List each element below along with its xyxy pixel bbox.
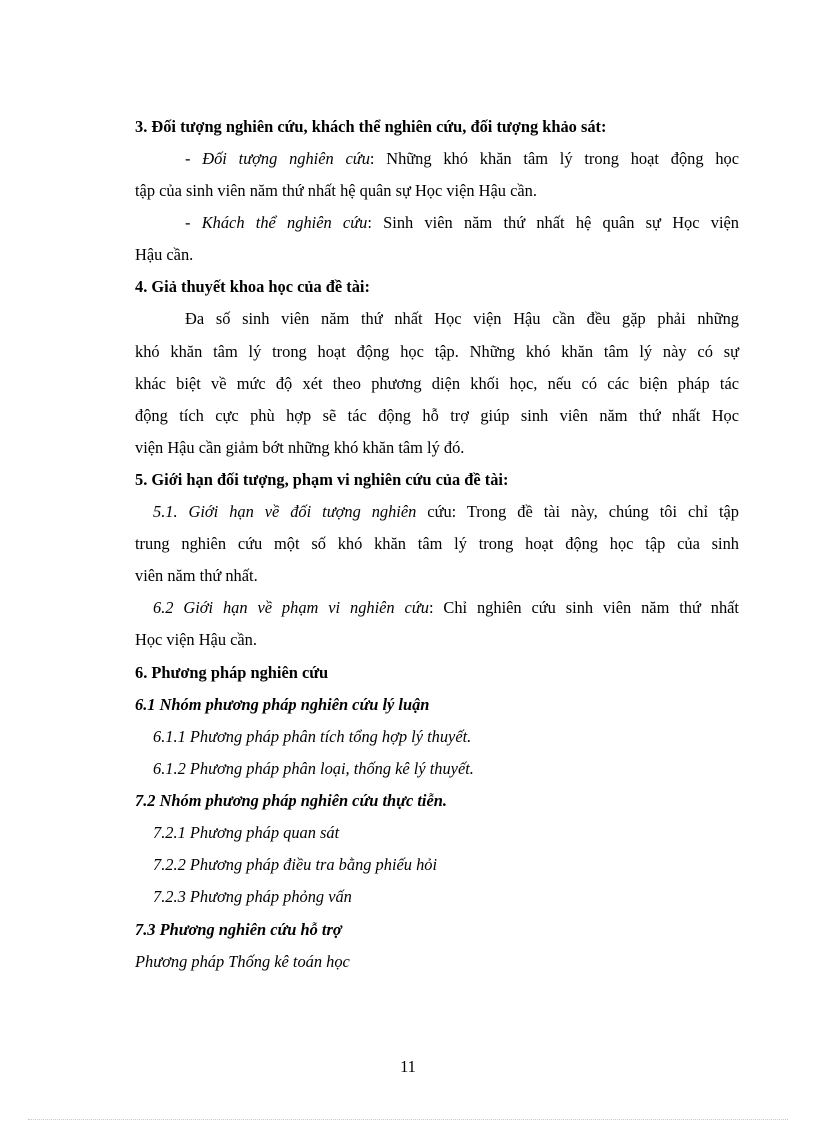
subject-line-2: Hậu cần. <box>135 245 194 264</box>
object-text-1: : Những khó khăn tâm lý trong hoạt động học <box>369 149 740 168</box>
method-item: 7.2.2 Phương pháp điều tra bằng phiếu hỏi <box>153 855 438 874</box>
method-item: 6.1.2 Phương pháp phân loại, thống kê lý thuyết. <box>153 759 474 778</box>
section-6-heading: 6. Phương pháp nghiên cứu <box>135 663 329 682</box>
subject-line-1 <box>185 211 739 235</box>
page-number: 11 <box>400 1057 416 1076</box>
hypothesis-line-2: khó khăn tâm lý trong hoạt động học tập. Những khó khăn tâm lý này có sự <box>135 342 739 361</box>
hypothesis-line-3: khác biệt về mức độ xét theo phương diện khối học, nếu có các biện pháp tác <box>135 374 739 393</box>
object-line-2: tập của sinh viên năm thứ nhất hệ quân sự Học viện Hậu cần. <box>135 181 537 200</box>
subject-label: - Khách thể nghiên cứu <box>185 213 368 232</box>
limit-object-label: 5.1. Giới hạn về đối tượng nghiên <box>153 502 417 521</box>
page-edge-divider <box>28 1119 788 1120</box>
method-item: 7.2.1 Phương pháp quan sát <box>153 823 340 842</box>
limit-object-line-2: trung nghiên cứu một số khó khăn tâm lý trong hoạt động học tập của sinh <box>135 534 739 553</box>
method-item: 6.1.1 Phương pháp phân tích tổng hợp lý thuyết. <box>153 727 472 746</box>
method-group-3-title: 7.3 Phương nghiên cứu hỗ trợ <box>135 920 342 939</box>
limit-scope-text-1: : Chỉ nghiên cứu sinh viên năm thứ nhất <box>428 598 739 617</box>
hypothesis-line-1: Đa số sinh viên năm thứ nhất Học viện Hậu cần đều gặp phải những <box>185 309 739 328</box>
hypothesis-line-5: viện Hậu cần giảm bớt những khó khăn tâm lý đó. <box>135 438 465 457</box>
section-5-heading: 5. Giới hạn đối tượng, phạm vi nghiên cứu của đề tài: <box>135 470 509 489</box>
section-3-heading: 3. Đối tượng nghiên cứu, khách thể nghiên cứu, đối tượng khảo sát: <box>135 117 607 136</box>
limit-object-text-1: cứu: Trong đề tài này, chúng tôi chỉ tập <box>416 502 739 521</box>
limit-scope-line-1 <box>153 596 739 620</box>
section-4-heading: 4. Giả thuyết khoa học của đề tài: <box>135 277 370 296</box>
subject-text-1: : Sinh viên năm thứ nhất hệ quân sự Học viện <box>367 213 739 232</box>
hypothesis-line-4: động tích cực phù hợp sẽ tác động hỗ trợ giúp sinh viên năm thứ nhất Học <box>135 406 739 425</box>
limit-scope-label: 6.2 Giới hạn về phạm vi nghiên cứu <box>153 598 429 617</box>
method-item: 7.2.3 Phương pháp phỏng vấn <box>153 887 352 906</box>
method-group-1-title: 6.1 Nhóm phương pháp nghiên cứu lý luận <box>135 695 430 714</box>
method-item: Phương pháp Thống kê toán học <box>135 952 350 971</box>
limit-object-line-1 <box>153 500 739 524</box>
method-group-2-title: 7.2 Nhóm phương pháp nghiên cứu thực tiễn. <box>135 791 447 810</box>
object-label: - Đối tượng nghiên cứu <box>185 149 370 168</box>
limit-scope-line-2: Học viện Hậu cần. <box>135 630 257 649</box>
limit-object-line-3: viên năm thứ nhất. <box>135 566 258 585</box>
object-line-1 <box>185 147 739 171</box>
